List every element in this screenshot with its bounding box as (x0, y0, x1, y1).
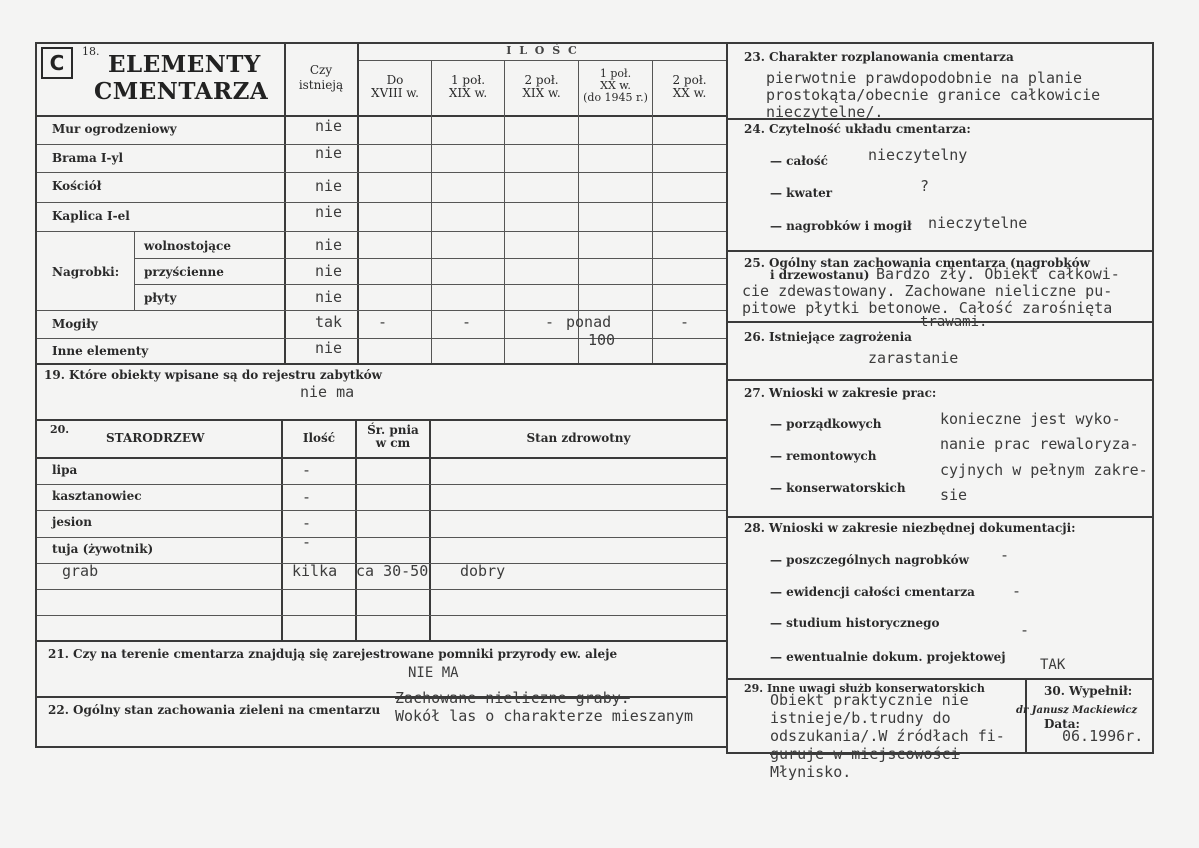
section-21-label: 21. Czy na terenie cmentarza znajdują się zarejestrowane pomniki przyrody ew. aleje (48, 647, 618, 661)
row-value-mur: nie (315, 117, 343, 135)
filled-by-name: dr Janusz Mackiewicz (1016, 705, 1138, 716)
section-25-value-4: trawami. (920, 314, 988, 330)
frame-line (726, 250, 1154, 252)
date-value: 06.1996r. (1062, 727, 1144, 745)
col-health-header: Stan zdrowotny (526, 431, 631, 445)
section-21-value: NIE MA (408, 665, 459, 681)
frame-line (35, 640, 728, 642)
frame-line (726, 42, 728, 754)
frame-line (355, 419, 357, 641)
section-letter-box: C (41, 47, 73, 79)
row-label-inne: Inne elementy (52, 344, 149, 358)
calosc-label: — całość (770, 154, 828, 168)
period-header-5: 2 poł. XX w. (672, 73, 707, 101)
row-value-plyty: nie (315, 288, 343, 306)
row-line (37, 484, 726, 485)
section-25-label-2: i drzewostanu) (770, 268, 870, 282)
section-27-label: 27. Wnioski w zakresie prac: (744, 386, 937, 400)
section-19-label: 19. Które obiekty wpisane są do rejestru zabytków (44, 368, 382, 382)
section-27-value-4: sie (940, 486, 968, 504)
tree-tuja-qty: - (302, 533, 312, 551)
frame-line (35, 363, 728, 365)
doc-item-4-value: TAK (1040, 657, 1066, 673)
row-label-mur: Mur ogrodzeniowy (52, 122, 177, 136)
doc-item-4-label: — ewentualnie dokum. projektowej (770, 650, 1006, 664)
frame-line (726, 516, 1154, 518)
remontowych-label: — remontowych (770, 449, 877, 463)
row-value-inne: nie (315, 339, 343, 357)
row-value-kosciol: nie (315, 177, 343, 195)
row-label-brama: Brama I-yl (52, 151, 124, 165)
section-25-value-2: cie zdewastowany. Zachowane nieliczne pu- (742, 282, 1113, 300)
frame-line (35, 419, 728, 421)
tree-lipa: lipa (52, 463, 78, 477)
row-line (134, 258, 726, 259)
mogily-period-2: - (462, 313, 472, 331)
row-label-wolnostojace: wolnostojące (144, 239, 231, 253)
row-value-kaplica: nie (315, 203, 343, 221)
section-22-label: 22. Ogólny stan zachowania zieleni na cmentarzu (48, 703, 381, 717)
row-label-kosciol: Kościół (52, 179, 102, 193)
col-exists-header-1: Czy (309, 63, 333, 77)
row-label-przyscienne: przyścienne (144, 265, 224, 279)
section-25-value-3: pitowe płytki betonowe. Całość zarośnięta (742, 299, 1113, 317)
section-27-value-3: cyjnych w pełnym zakre- (940, 461, 1148, 479)
section-29-value-2: istnieje/b.trudny do (770, 709, 951, 727)
tree-grab-health: dobry (460, 562, 506, 580)
row-value-wolnostojace: nie (315, 236, 343, 254)
section-29-value-5: Młynisko. (770, 763, 852, 781)
section-20-title: STARODRZEW (106, 431, 205, 445)
row-label-plyty: płyty (144, 291, 177, 305)
section-30-label: 30. Wypełnił: (1044, 684, 1133, 698)
row-value-brama: nie (315, 144, 343, 162)
section-23-value-2: prostokąta/obecnie granice całkowicie (766, 86, 1101, 104)
period-header-2: 1 poł. XIX w. (448, 73, 488, 101)
tree-grab-diam: ca 30-50 (356, 562, 429, 580)
period-header-3: 2 poł. XIX w. (522, 73, 561, 101)
row-line (37, 537, 726, 538)
mogily-period-3: - (545, 313, 555, 331)
doc-item-3-label: — studium historycznego (770, 616, 940, 630)
frame-line (35, 42, 37, 748)
section-18-title-1: ELEMENTY (108, 51, 261, 78)
frame-line (726, 42, 1154, 44)
section-19-value: nie ma (300, 383, 355, 401)
tree-jesion-qty: - (302, 514, 312, 532)
row-line (37, 144, 726, 145)
section-25-label-1: 25. Ogólny stan zachowania cmentarza (nagrobków (744, 256, 1090, 270)
section-23-label: 23. Charakter rozplanowania cmentarza (744, 50, 1014, 64)
frame-line (359, 60, 726, 61)
frame-line (35, 115, 728, 117)
mogily-period-1: - (378, 313, 388, 331)
row-line (37, 231, 726, 232)
ilosc-header: I L O Ś C (506, 44, 579, 57)
frame-line (726, 379, 1154, 381)
col-exists-header-2: istnieją (298, 78, 344, 92)
porzadkowych-label: — porządkowych (770, 417, 882, 431)
tree-kasztanowiec-qty: - (302, 488, 312, 506)
frame-line (1152, 42, 1154, 754)
section-25-value-1: Bardzo zły. Obiekt całkowi- (876, 265, 1120, 283)
row-line (37, 202, 726, 203)
section-23-value-3: nieczytelne/. (766, 103, 884, 121)
section-18-number: 18. (82, 45, 100, 58)
calosc-value: nieczytelny (868, 146, 968, 164)
mogily-period-4b: 100 (588, 331, 616, 349)
nagrobkow-label: — nagrobków i mogił (770, 219, 912, 233)
frame-line (1025, 678, 1027, 754)
row-line (37, 510, 726, 511)
doc-item-2-label: — ewidencji całości cmentarza (770, 585, 975, 599)
section-27-value-2: nanie prac rewaloryza- (940, 435, 1139, 453)
row-label-mogily: Mogiły (52, 317, 98, 331)
frame-line (652, 60, 653, 364)
kwater-value: ? (920, 177, 930, 195)
doc-item-2-value: - (1012, 582, 1022, 600)
row-line (134, 284, 726, 285)
section-22-value-2: Wokół las o charakterze mieszanym (395, 707, 694, 725)
section-18-title-2: CMENTARZA (94, 78, 269, 105)
section-20-number: 20. (50, 423, 70, 436)
period-header-4: 1 poł. XX w. (do 1945 r.) (583, 67, 648, 105)
frame-line (281, 419, 283, 641)
frame-line (35, 42, 728, 44)
tree-kasztanowiec: kasztanowiec (52, 489, 142, 503)
frame-line (429, 419, 431, 641)
section-22-value-1: Zachowane nieliczne graby. (395, 689, 630, 707)
frame-line (431, 60, 432, 364)
section-26-label: 26. Istniejące zagrożenia (744, 330, 912, 344)
row-label-kaplica: Kaplica I-el (52, 209, 130, 223)
tree-grab-qty: kilka (292, 562, 338, 580)
row-line (37, 338, 726, 339)
doc-item-1-value: - (1000, 546, 1010, 564)
section-24-label: 24. Czytelność układu cmentarza: (744, 122, 971, 136)
mogily-period-5: - (680, 313, 690, 331)
frame-line (726, 678, 1154, 680)
doc-item-3-value: - (1020, 621, 1030, 639)
date-label: Data: (1044, 717, 1080, 731)
tree-lipa-qty: - (302, 461, 312, 479)
section-27-value-1: konieczne jest wyko- (940, 410, 1121, 428)
tree-tuja: tuja (żywotnik) (52, 542, 154, 556)
section-23-value-1: pierwotnie prawdopodobnie na planie (766, 69, 1083, 87)
row-value-przyscienne: nie (315, 262, 343, 280)
frame-line (35, 457, 728, 459)
mogily-period-4a: ponad (566, 313, 612, 331)
period-header-1: Do XVIII w. (371, 73, 419, 101)
section-29-value-3: odszukania/.W źródłach fi- (770, 727, 1005, 745)
section-29-label: 29. Inne uwagi służb konserwatorskich (744, 682, 985, 695)
nagrobkow-value: nieczytelne (928, 214, 1028, 232)
section-28-label: 28. Wnioski w zakresie niezbędnej dokumentacji: (744, 521, 1076, 535)
frame-line (504, 60, 505, 364)
col-diam-header: Śr. pnia w cm (367, 423, 419, 451)
tree-jesion: jesion (52, 515, 93, 529)
row-line (37, 172, 726, 173)
row-line (37, 589, 726, 590)
frame-line (35, 746, 728, 748)
nagrobki-label: Nagrobki: (52, 265, 120, 279)
section-26-value: zarastanie (868, 349, 959, 367)
kwater-label: — kwater (770, 186, 833, 200)
section-29-value-4: guruje w miejscowości (770, 745, 960, 763)
doc-item-1-label: — poszczególnych nagrobków (770, 553, 970, 567)
konserwatorskich-label: — konserwatorskich (770, 481, 906, 495)
row-line (37, 615, 726, 616)
col-qty-header: Ilość (302, 431, 336, 445)
section-29-value-1: Obiekt praktycznie nie (770, 691, 969, 709)
row-line (37, 310, 726, 311)
row-line (134, 231, 135, 310)
tree-grab: grab (62, 562, 99, 580)
row-value-mogily: tak (315, 313, 343, 331)
